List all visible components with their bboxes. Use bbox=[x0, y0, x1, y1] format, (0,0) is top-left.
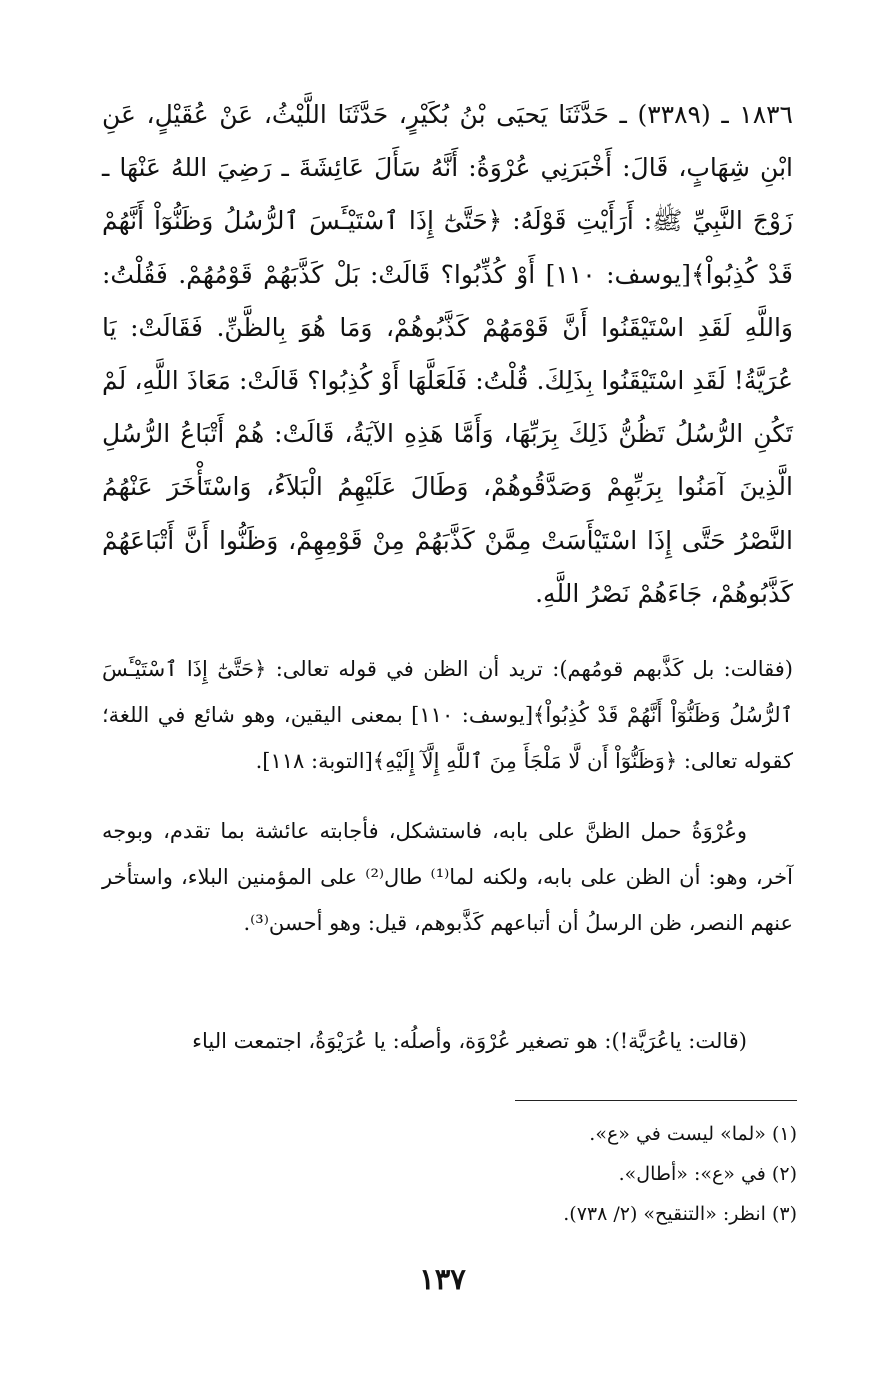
commentary-paragraph-2: وعُرْوَةُ حمل الظنَّ على بابه، فاستشكل، فأجابته عائشة بما تقدم، وبوجه آخر، وهو: أن الظن على بابه، ولكنه لما⁽¹⁾ طال⁽²⁾ على المؤمنين البلاء، واستأخر عنهم النصر، ظن الرسلُ أن أتباعهم كَذَّبوهم، قيل: وهو أحسن⁽³⁾. bbox=[102, 819, 793, 935]
footnote-2: (٢) في «ع»: «أطال». bbox=[618, 1163, 797, 1185]
footnote-3: (٣) انظر: «التنقيح» (٢/ ٧٣٨). bbox=[563, 1203, 797, 1225]
footnotes-list bbox=[102, 1114, 797, 1234]
footnote-1: (١) «لما» ليست في «ع». bbox=[589, 1123, 797, 1145]
page-number: ١٣٧ bbox=[419, 1262, 466, 1296]
commentary-paragraph-3: (قالت: ياعُرَيَّة!): هو تصغير عُرْوَة، وأصلُه: يا عُرَيْوَةُ، اجتمعت الياء bbox=[192, 1029, 747, 1053]
commentary-paragraph-1: (فقالت: بل كَذَّبهم قومُهم): تريد أن الظن في قوله تعالى: ﴿حَتَّىٰٓ إِذَا ٱسْتَيْـَٔسَ ٱلرُّسُلُ وَظَنُّوٓاْ أَنَّهُمْ قَدْ كُذِبُواْ﴾[يوسف: ١١٠] بمعنى اليقين، وهو شائع في اللغة؛ كقوله تعالى: ﴿وَظَنُّوٓاْ أَن لَّا مَلْجَأَ مِنَ ٱللَّهِ إِلَّآ إِلَيْهِ﴾[التوبة: ١١٨]. bbox=[102, 657, 793, 773]
footnote-divider bbox=[515, 1100, 797, 1101]
hadith-text: ١٨٣٦ ـ (٣٣٨٩) ـ حَدَّثَنَا يَحيَى بْنُ بُكَيْرٍ، حَدَّثَنَا اللَّيْثُ، عَنْ عُقَيْلٍ، عَنِ ابْنِ شِهَابٍ، قَالَ: أَخْبَرَنِي عُرْوَةُ: أَنَّهُ سَأَلَ عَائِشَةَ ـ رَضِيَ اللهُ عَنْهَا ـ زَوْجَ النَّبِيِّ ﷺ: أَرَأَيْتِ قَوْلَهُ: ﴿حَتَّىٰٓ إِذَا ٱسْتَيْـَٔسَ ٱلرُّسُلُ وَظَنُّوٓاْ أَنَّهُمْ قَدْ كُذِبُواْ﴾[يوسف: ١١٠] أَوْ كُذِّبُوا؟ قَالَتْ: بَلْ كَذَّبَهُمْ قَوْمُهُمْ. فَقُلْتُ: وَاللَّهِ لَقَدِ اسْتَيْقَنُوا أَنَّ قَوْمَهُمْ كَذَّبُوهُمْ، وَمَا هُوَ بِالظَّنِّ. فَقَالَتْ: يَا عُرَيَّةُ! لَقَدِ اسْتَيْقَنُوا بِذَلِكَ. قُلْتُ: فَلَعَلَّهَا أَوْ كُذِبُوا؟ قَالَتْ: مَعَاذَ اللَّهِ، لَمْ تَكُنِ الرُّسُلُ تَظُنُّ ذَلِكَ بِرَبِّهَا، وَأَمَّا هَذِهِ الآيَةُ، قَالَتْ: هُمْ أَتْبَاعُ الرُّسُلِ الَّذِينَ آمَنُوا بِرَبِّهِمْ وَصَدَّقُوهُمْ، وَطَالَ عَلَيْهِمُ الْبَلاَءُ، وَاسْتَأْخَرَ عَنْهُمُ النَّصْرُ حَتَّى إِذَا اسْتَيْأَسَتْ مِمَّنْ كَذَّبَهُمْ مِنْ قَوْمِهِمْ، وَظَنُّوا أَنَّ أَتْبَاعَهُمْ كَذَّبُوهُمْ، جَاءَهُمْ نَصْرُ اللَّهِ. bbox=[102, 100, 793, 608]
